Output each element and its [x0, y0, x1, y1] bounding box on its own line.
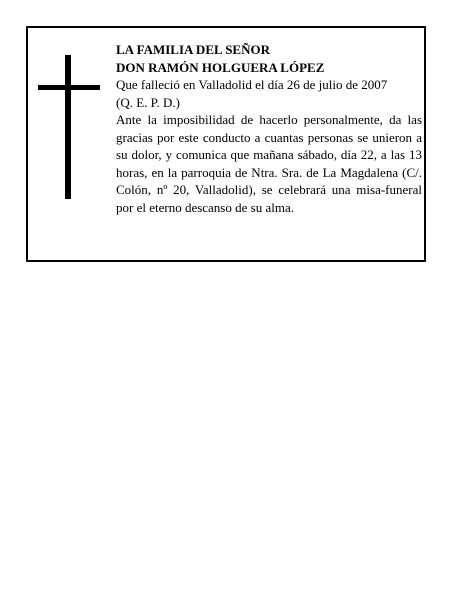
family-heading: LA FAMILIA DEL SEÑOR — [116, 42, 270, 57]
cross-vertical-bar — [65, 55, 71, 199]
cross-horizontal-bar — [38, 85, 100, 90]
deceased-name: DON RAMÓN HOLGUERA LÓPEZ — [116, 59, 325, 75]
cross-icon — [38, 55, 100, 199]
notice-text — [116, 41, 422, 216]
death-statement: Que falleció en Valladolid el día 26 de julio de 2007 — [116, 77, 388, 92]
rip-abbreviation: (Q. E. P. D.) — [116, 94, 180, 110]
obituary-notice — [26, 26, 426, 262]
notice-body: Ante la imposibilidad de hacerlo personalmente, da las gracias por este conducto a cuantas personas se unieron a su dolor, y comunica que mañana sábado, día 22, a las 13 horas, en la parroquia de Ntra. Sra. de La Magdalena (C/. Colón, nº 20, Valladolid), se celebrará una misa-funeral por el eterno descanso de su alma. — [116, 112, 422, 215]
